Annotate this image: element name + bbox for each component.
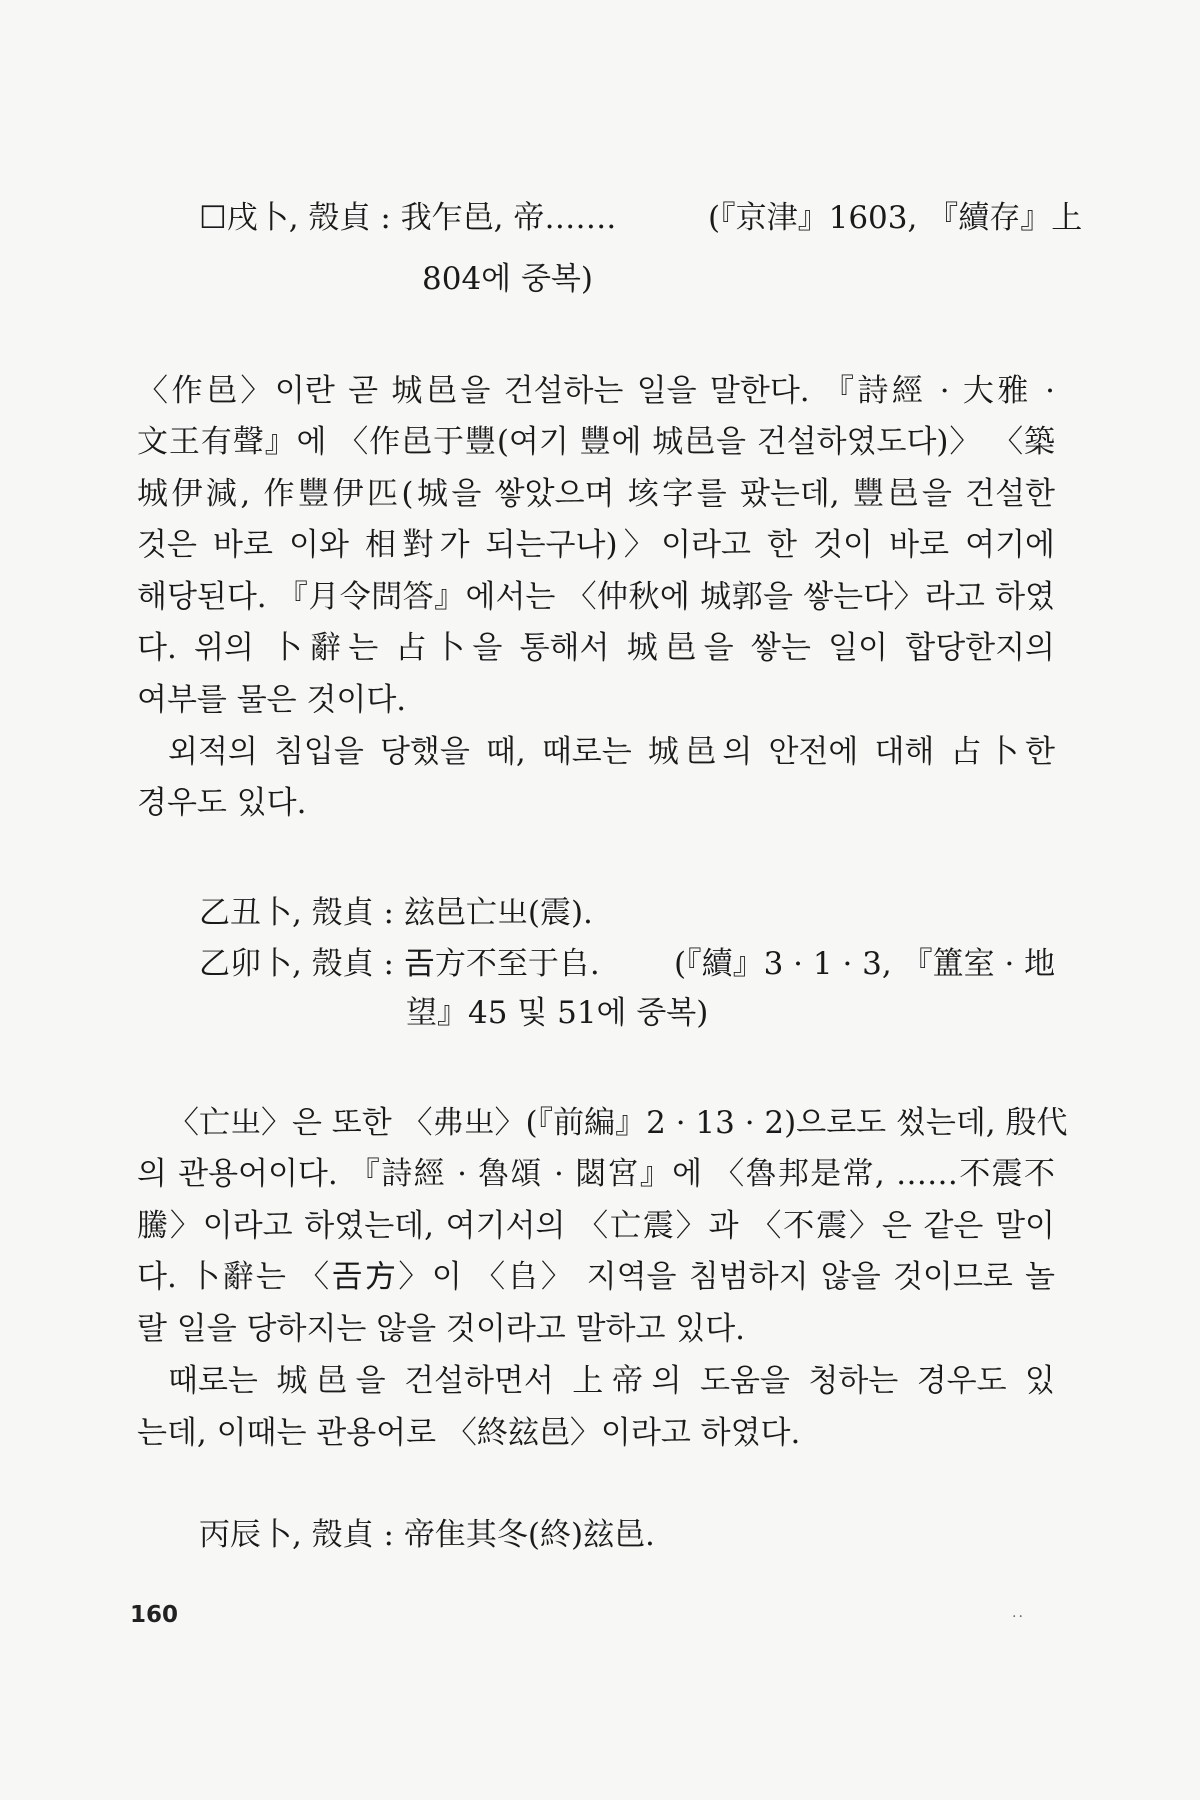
para1-line: 것은 바로 이와 相對가 되는구나)〉이라고 한 것이 바로 여기에 xyxy=(137,527,1055,563)
para2-line: 외적의 침입을 당했을 때, 때로는 城邑의 안전에 대해 占卜한 xyxy=(168,734,1055,770)
para4-line: 는데, 이때는 관용어로 〈終玆邑〉이라고 하였다. xyxy=(137,1415,801,1451)
para3-line: 다. 卜辭는 〈𢀛方〉이 〈𠂤〉 지역을 침범하지 않을 것이므로 놀 xyxy=(137,1259,1055,1295)
para4-line: 때로는 城邑을 건설하면서 上帝의 도움을 청하는 경우도 있 xyxy=(168,1363,1055,1399)
para1-line: 〈作邑〉이란 곧 城邑을 건설하는 일을 말한다. 『詩經 · 大雅 · xyxy=(137,373,1055,409)
para3-line: 騰〉이라고 하였는데, 여기서의 〈亡震〉과 〈不震〉은 같은 말이 xyxy=(137,1208,1055,1244)
quote2-line1: 乙丑卜, 殼貞 : 玆邑亡㞢(震). xyxy=(199,895,593,931)
para1-line: 城伊減, 作豐伊匹(城을 쌓았으며 垓字를 팠는데, 豐邑을 건설한 xyxy=(137,476,1055,512)
para1-line: 여부를 물은 것이다. xyxy=(137,682,407,718)
quote2-line2-text: 乙卯卜, 殼貞 : 𢀛方不至于𠂤. xyxy=(199,946,600,982)
footer-mark: .. xyxy=(1012,1605,1025,1621)
quote1-line2: 804에 중복) xyxy=(422,261,593,297)
para1-line: 文王有聲』에 〈作邑于豐(여기 豐에 城邑을 건설하였도다)〉 〈築 xyxy=(137,424,1055,460)
quote1-line1-reference: (『京津』1603, 『續存』上 xyxy=(708,200,1083,236)
quote2-line3: 望』45 및 51에 중복) xyxy=(406,995,709,1031)
quote3-line1: 丙辰卜, 殼貞 : 帝隹其冬(終)玆邑. xyxy=(199,1517,655,1553)
quote2-line2-reference: (『續』3 · 1 · 3, 『簠室 · 地 xyxy=(674,946,1056,982)
para2-line: 경우도 있다. xyxy=(137,785,307,821)
para3-line: 의 관용어이다. 『詩經 · 魯頌 · 閟宮』에 〈魯邦是常, ……不震不 xyxy=(137,1156,1055,1192)
quote1-line1-text: ☐戌卜, 殼貞 : 我乍邑, 帝……. xyxy=(199,200,617,236)
page-number: 160 xyxy=(130,1602,179,1628)
para3-line: 랄 일을 당하지는 않을 것이라고 말하고 있다. xyxy=(137,1311,746,1347)
para3-line: 〈亡㞢〉은 또한 〈弗㞢〉(『前編』2 · 13 · 2)으로도 썼는데, 殷代 xyxy=(168,1105,1068,1141)
para1-line: 해당된다. 『月令問答』에서는 〈仲秋에 城郭을 쌓는다〉라고 하였 xyxy=(137,579,1055,615)
para1-line: 다. 위의 卜辭는 占卜을 통해서 城邑을 쌓는 일이 합당한지의 xyxy=(137,630,1055,666)
